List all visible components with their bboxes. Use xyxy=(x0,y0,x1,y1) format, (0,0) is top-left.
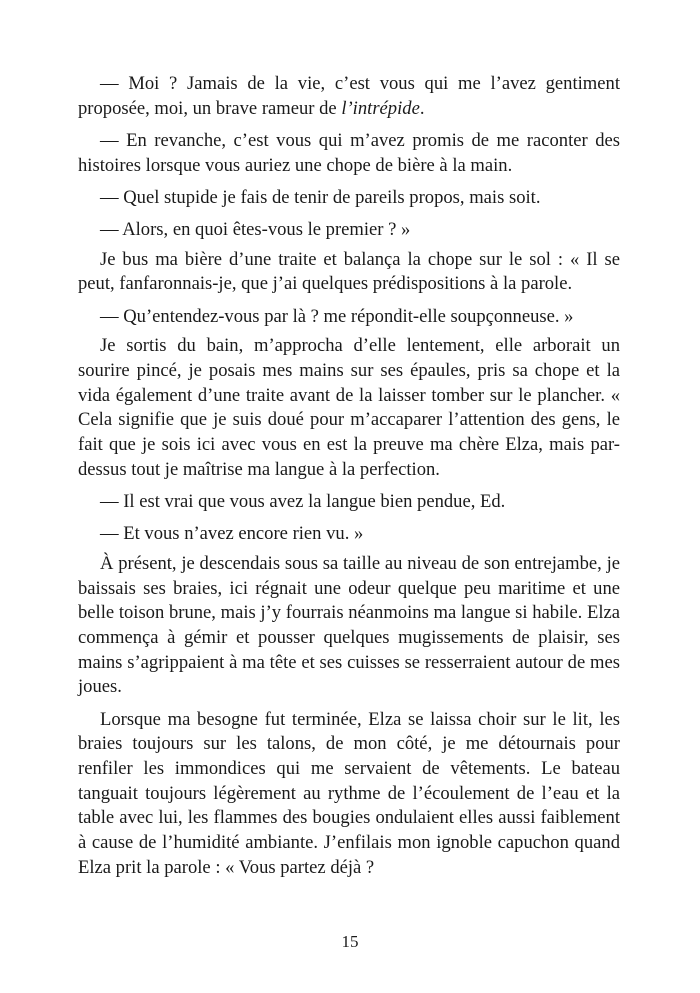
paragraph xyxy=(78,72,620,121)
paragraph: Je sortis du bain, m’approcha d’elle lentement, elle arborait un sourire pincé, je posais mes mains sur ses épaules, pris sa chope et la vida également d’une traite avant de la laisser tomber sur le plancher. « Cela signifie que je suis doué pour m’accaparer l’attention des gens, le fait que je sois ici avec vous en est la preuve ma chère Elza, mais par-dessus tout je maîtrise ma langue à la perfection. xyxy=(78,335,620,480)
paragraph: Je bus ma bière d’une traite et balança la chope sur le sol : « Il se peut, fanfaronnais-je, que j’ai quelques prédispositions à la parole. xyxy=(78,248,620,295)
page-number: 15 xyxy=(341,932,359,951)
paragraph: — Qu’entendez-vous par là ? me répondit-elle soupçonneuse. » xyxy=(100,305,574,327)
paragraph: — Et vous n’avez encore rien vu. » xyxy=(100,523,364,545)
paragraph: — Alors, en quoi êtes-vous le premier ? » xyxy=(100,219,411,241)
paragraph: — Quel stupide je fais de tenir de pareils propos, mais soit. xyxy=(100,186,541,208)
paragraph: — Il est vrai que vous avez la langue bien pendue, Ed. xyxy=(100,491,506,513)
paragraph: Lorsque ma besogne fut terminée, Elza se laissa choir sur le lit, les braies toujours sur les talons, de mon côté, je me détournais pour renfiler les immondices qui me servaient de vêtements. Le bateau tanguait toujours légèrement au rythme de l’écoulement de l’eau et la table avec lui, les flammes des bougies ondulaient elles aussi faiblement à cause de l’humidité ambiante. J’enfilais mon ignoble capuchon quand Elza prit la parole : « Vous partez déjà ? xyxy=(78,708,620,878)
paragraph-text: . xyxy=(419,97,425,119)
paragraph: — En revanche, c’est vous qui m’avez promis de me raconter des histoires lorsque vous auriez une chope de bière à la main. xyxy=(78,129,620,176)
body-text xyxy=(78,72,620,888)
ship-name-italic: l’intrépide xyxy=(341,97,420,119)
paragraph-text: — Moi ? Jamais de la vie, c’est vous qui me l’avez gentiment proposée, moi, un brave rameur de xyxy=(78,73,620,119)
paragraph: À présent, je descendais sous sa taille au niveau de son entrejambe, je baissais ses braies, ici régnait une odeur quelque peu maritime et une belle toison brune, mais j’y fourrais néanmoins ma langue si habile. Elza commença à gémir et pousser quelques mugissements de plaisir, ses mains s’agrippaient à ma tête et ses cuisses se resserraient autour de mes joues. xyxy=(78,552,620,698)
